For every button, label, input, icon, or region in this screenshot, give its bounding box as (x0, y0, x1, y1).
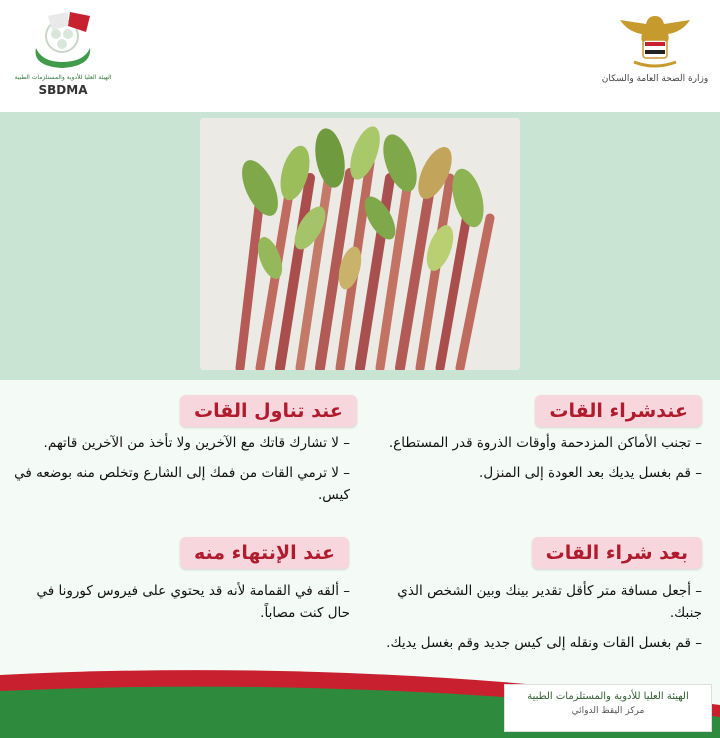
list-item: – لا تشارك قاتك مع الآخرين ولا تأخذ من الآخرين قاتهم. (10, 432, 350, 454)
list-when-eating (10, 432, 350, 514)
heading-after-buying: بعد شراء القات (532, 537, 702, 569)
heading-when-buying: عندشراء القات (535, 395, 702, 427)
khat-photo (200, 118, 520, 370)
khat-bundle-photo-icon (200, 118, 520, 370)
ministry-logo (600, 10, 710, 90)
footer-org-box (504, 684, 712, 732)
list-item: – قم بغسل يديك بعد العودة إلى المنزل. (372, 462, 702, 484)
list-after-buying (372, 580, 702, 662)
yemen-eagle-emblem-icon (610, 10, 700, 70)
header (0, 0, 720, 112)
list-item: – ألقه في القمامة لأنه قد يحتوي على فيروس كورونا في حال كنت مصاباً. (10, 580, 350, 624)
sbdma-logo (8, 8, 118, 100)
list-item: – أجعل مسافة متر كأقل تقدير بينك وبين الشخص الذي جنبك. (372, 580, 702, 624)
sbdma-abbr: SBDMA (38, 83, 88, 97)
ministry-name: وزارة الصحة العامة والسكان (601, 74, 709, 84)
footer-center-name: مركز اليقظ الدوائي (571, 706, 645, 716)
heading-when-eating: عند تناول القات (180, 395, 357, 427)
list-when-finished (10, 580, 350, 632)
footer-org-name: الهيئة العليا للأدوية والمستلزمات الطبية (527, 691, 689, 702)
heading-when-finished: عند الإنتهاء منه (180, 537, 349, 569)
list-when-buying (372, 432, 702, 492)
list-item: – تجنب الأماكن المزدحمة وأوقات الذروة قدر المستطاع. (372, 432, 702, 454)
list-item: – لا ترمي القات من فمك إلى الشارع وتخلص منه بوضعه في كيس. (10, 462, 350, 506)
sbdma-logo-icon (28, 8, 98, 72)
list-item: – قم بغسل القات ونقله إلى كيس جديد وقم بغسل يديك. (372, 632, 702, 654)
sbdma-subtitle: الهيئة العليا للأدوية والمستلزمات الطبية (14, 74, 112, 81)
